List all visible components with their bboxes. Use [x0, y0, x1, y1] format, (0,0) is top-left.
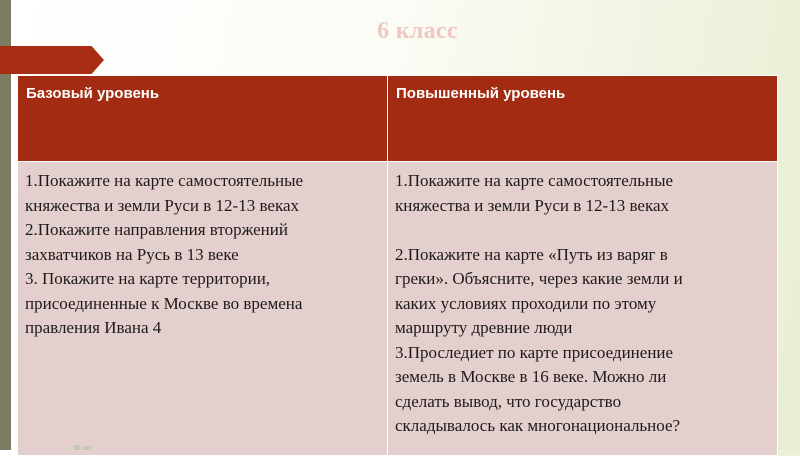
advanced-task-line: греки». Объясните, через какие земли и — [395, 269, 683, 288]
table-header-row — [18, 76, 778, 162]
basic-task-line: присоединенные к Москве во времена — [25, 293, 303, 313]
table-row — [18, 162, 778, 456]
basic-task-line: захватчиков на Русь в 13 веке — [25, 244, 239, 264]
fragment-mark-icon — [72, 442, 94, 450]
levels-table — [17, 75, 778, 456]
slide-title: 6 класс — [377, 18, 458, 44]
header-basic-level: Базовый уровень — [18, 76, 388, 162]
basic-task-line: правления Ивана 4 — [25, 318, 162, 337]
cropped-fragment — [72, 442, 94, 450]
basic-task-line: 3. Покажите на карте территории, — [25, 269, 271, 288]
basic-task-line: 1.Покажите на карте самостоятельные — [25, 171, 304, 190]
header-advanced-level: Повышенный уровень — [388, 76, 778, 162]
arrow-decoration — [0, 46, 104, 74]
advanced-task-line: княжества и земли Руси в 12-13 веках — [395, 195, 669, 215]
basic-task-line: княжества и земли Руси в 12-13 веках — [25, 195, 299, 215]
blank-line — [395, 218, 769, 243]
basic-task-line: 2.Покажите направления вторжений — [25, 220, 288, 239]
advanced-task-line: каких условиях проходили по этому — [395, 293, 657, 313]
advanced-task-line: сделать вывод, что государство — [395, 391, 622, 411]
advanced-task-line: земель в Москве в 16 веке. Можно ли — [395, 367, 667, 386]
advanced-task-line: 2.Покажите на карте «Путь из варяг в — [395, 244, 668, 264]
advanced-task-line: маршруту древние люди — [395, 318, 573, 337]
advanced-task-line: складывалось как многонациональное? — [395, 416, 681, 435]
advanced-task-line: 1.Покажите на карте самостоятельные — [395, 171, 674, 190]
cell-advanced-tasks — [388, 162, 778, 456]
advanced-task-line: 3.Проследиет по карте присоединение — [395, 342, 674, 362]
cell-basic-tasks — [18, 162, 388, 456]
